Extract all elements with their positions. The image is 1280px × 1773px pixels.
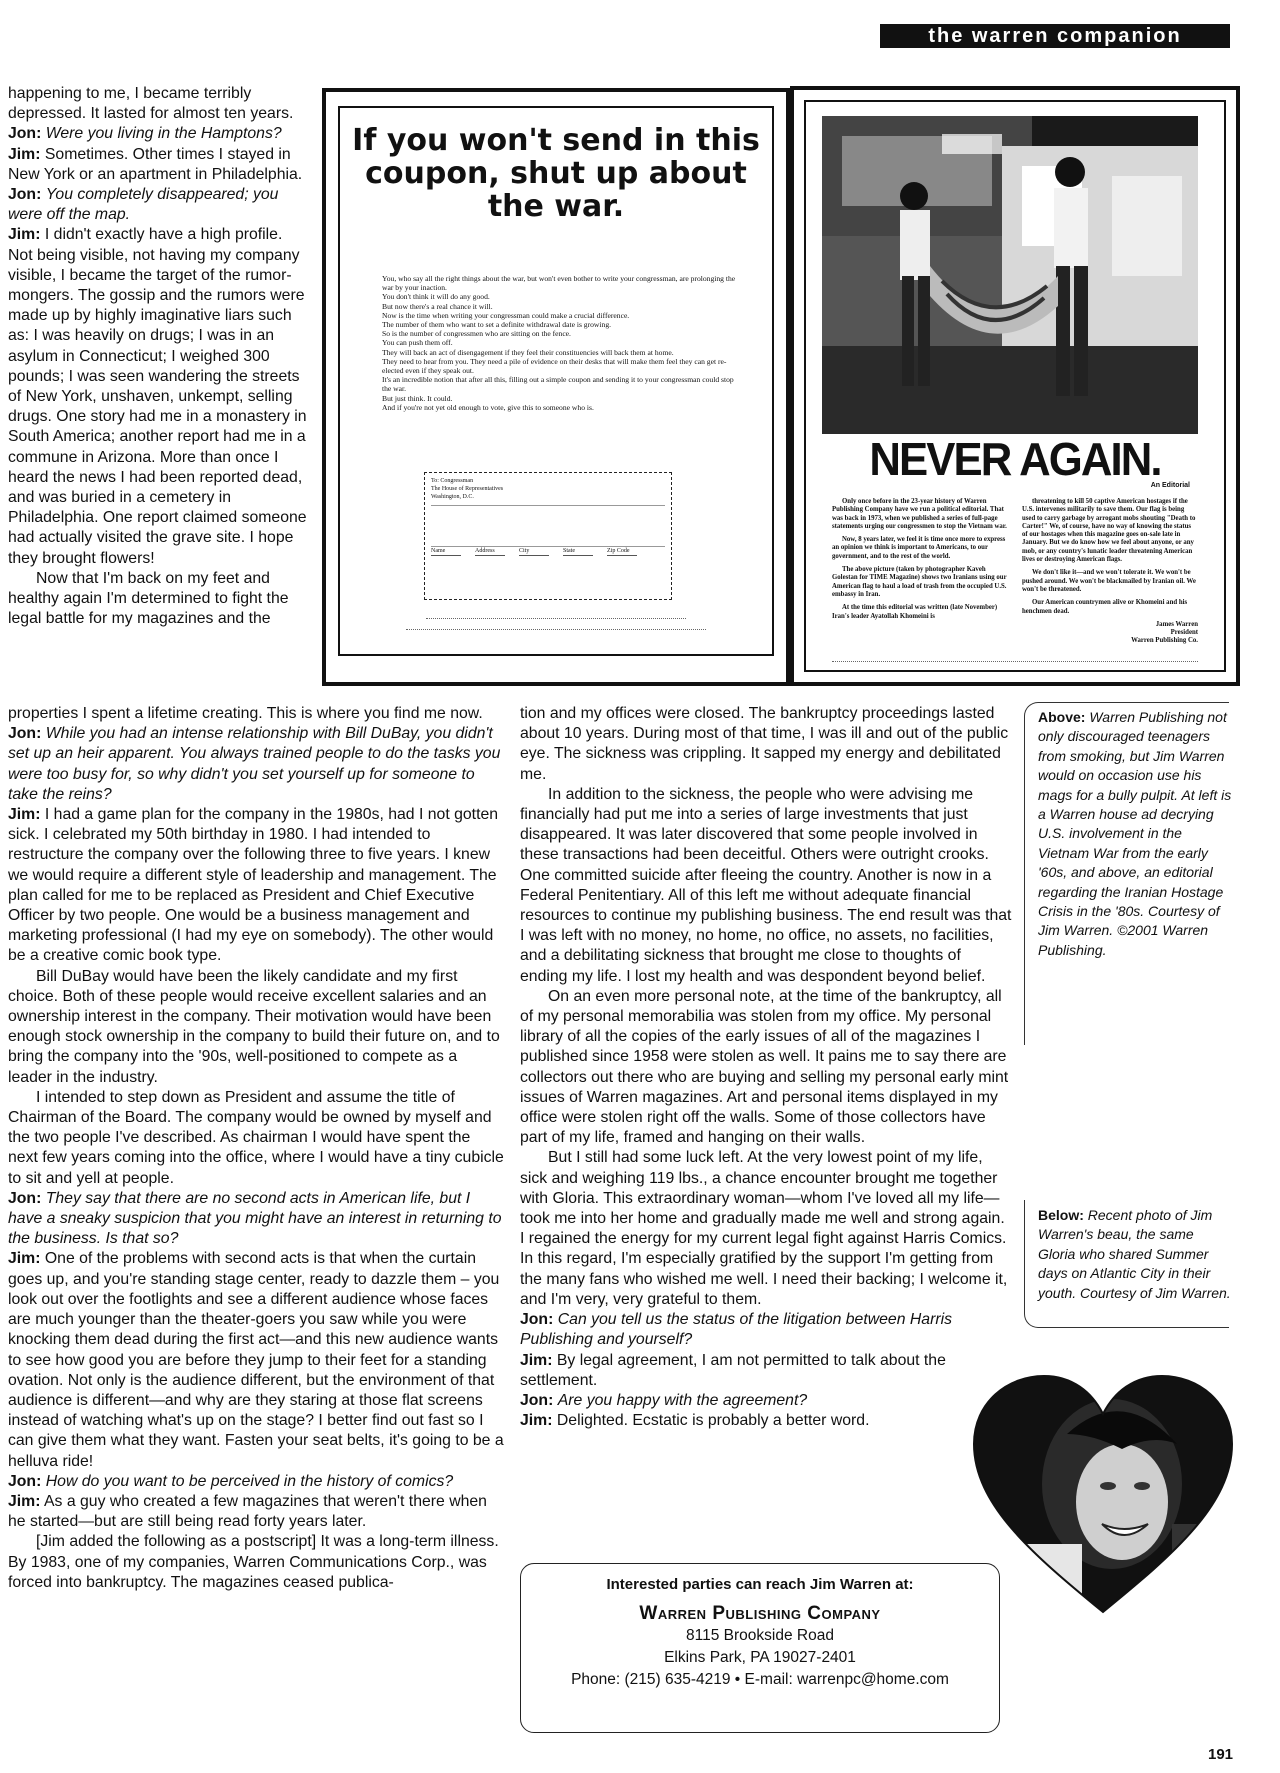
- contact-address-2: Elkins Park, PA 19027-2401: [664, 1649, 856, 1666]
- paragraph: [520, 1310, 1012, 1350]
- paragraph-text: I intended to step down as President and assume the title of Chairman of the Board. The company would be owned by myself and the two people I've described. As chairman I would have spent the next few years coming into the office, where I would have a tiny cubicle to sit and yell at people.: [8, 1088, 504, 1187]
- caption-label: Below:: [1038, 1207, 1084, 1223]
- speaker-label: Jon:: [8, 725, 42, 743]
- ad-body-line: But now there's a real chance it will.: [382, 301, 493, 311]
- ad-body-line: They need to hear from you. They need a pile of evidence on their desks that will make them feel they can get re-elected even if they speak out.: [382, 356, 727, 376]
- editorial-paragraph: The above picture (taken by photographer Kaveh Golestan for TIME Magazine) shows two Iranians using our American flag to haul a load of trash from the occupied U.S. embassy in Iran.: [832, 566, 1007, 598]
- article-column-1-top: [8, 84, 308, 629]
- speaker-label: Jim:: [8, 145, 41, 163]
- paragraph: [8, 225, 308, 568]
- contact-intro: Interested parties can reach Jim Warren at:: [606, 1576, 914, 1593]
- article-column-1-bottom: [8, 704, 504, 1593]
- ad-body-line: And if you're not yet old enough to vote, give this to someone who is.: [382, 402, 594, 412]
- vietnam-war-coupon-ad: [322, 88, 790, 686]
- paragraph: [8, 704, 504, 724]
- paragraph-text: How do you want to be perceived in the history of comics?: [45, 1472, 454, 1490]
- speaker-label: Jim:: [520, 1412, 553, 1430]
- paragraph-text: properties I spent a lifetime creating. This is where you find me now.: [8, 705, 483, 722]
- coupon-field: Address: [475, 547, 505, 556]
- speaker-label: Jim:: [8, 1492, 41, 1510]
- paragraph: [8, 84, 308, 124]
- paragraph-text: I had a game plan for the company in the 1980s, had I not gotten sick. I celebrated my 50th birthday in 1980. I had intended to restructure the company over the following three to five years. I knew we would require a different style of leadership and management. The plan called for me to be replaced as President and Chief Executive Officer by two people. One would be a business management and marketing professional (I had my eye on somebody). The other would be a creative comic book type.: [8, 806, 499, 965]
- coupon-field: City: [519, 547, 549, 556]
- editorial-column-b: [1022, 498, 1198, 646]
- caption-above: [1038, 708, 1234, 960]
- paragraph: [520, 785, 1012, 987]
- coupon-fields: [431, 547, 665, 556]
- ad-body-line: You, who say all the right things about the war, but won't even bother to write your congressman, are prolonging the war by your inaction.: [382, 274, 736, 293]
- paragraph-text: In addition to the sickness, the people who were advising me financially had put me into a series of large investments that just disappeared. It was later discovered that some people involved in these transactions had been deceitful. Others were outright crooks. One committed suicide after fleeing the country. Another is now in a Federal Penitentiary. All of this left me without adequate financial resources to continue my publishing business. The end result was that I was left with no money, no home, no office, no assets, no facilities, and a debilitating sickness that brought me close to thoughts of ending my life. I lost my health and was despondent beyond belief.: [520, 785, 1012, 985]
- editorial-paragraph: Now, 8 years later, we feel it is time once more to express an opinion we think is important to Americans, to our government, and to the rest of the world.: [832, 536, 1006, 560]
- coupon-city: Washington, D.C.: [431, 494, 474, 500]
- ad-body-line: Now is the time when writing your congressman could make a crucial difference.: [382, 310, 630, 320]
- caption-text: Warren Publishing not only discouraged teenagers from smoking, but Jim Warren would on occasion use his mags for a bully pulpit. At left is a Warren house ad decrying U.S. involvement in the Vietnam War from the early '60s, and above, an editorial regarding the Iranian Hostage Crisis in the '80s. Courtesy of Jim Warren. ©2001 Warren Publishing.: [1038, 709, 1232, 958]
- ad-body-line: But just think. It could.: [382, 393, 453, 403]
- paragraph-text: Bill DuBay would have been the likely candidate and my first choice. Both of these people would receive excellent salaries and an ownership interest in the company. Their motivation would have been enough stock ownership in the company to build their future on, and to bring the company into the '90s, well-positioned to compete as a leader in the industry.: [8, 967, 500, 1086]
- paragraph: [8, 1189, 504, 1250]
- signature-company: Warren Publishing Co.: [1131, 637, 1198, 645]
- ad-headline: If you won't send in this coupon, shut up about the war.: [352, 123, 760, 224]
- signature-name: James Warren: [1155, 620, 1198, 628]
- ad-headline: NEVER AGAIN.: [869, 433, 1161, 485]
- paragraph: [520, 704, 1012, 785]
- congressman-coupon: [424, 472, 672, 600]
- speaker-label: Jon:: [8, 186, 42, 204]
- speaker-label: Jon:: [8, 1472, 42, 1490]
- paragraph-text: [Jim added the following as a postscript] It was a long-term illness. By 1983, one of my companies, Warren Communications Corp., was forced into bankruptcy. The magazines ceased publica-: [8, 1533, 499, 1591]
- paragraph: [8, 185, 308, 225]
- coupon-message-lines: [431, 505, 665, 547]
- speaker-label: Jim:: [520, 1351, 553, 1369]
- editorial-column-a: [832, 498, 1008, 646]
- ad-body-line: The number of them who want to set a definite withdrawal date is growing.: [382, 320, 612, 330]
- paragraph-text: happening to me, I became terribly depressed. It lasted for almost ten years.: [8, 85, 294, 123]
- speaker-label: Jim:: [8, 1250, 41, 1268]
- paragraph: [520, 1351, 1012, 1391]
- speaker-label: Jon:: [8, 125, 42, 143]
- paragraph-text: While you had an intense relationship with Bill DuBay, you didn't set up an heir apparent. You always trained people to do the tasks you were too busy for, so why didn't you set yourself up for someone to take the reins?: [8, 725, 501, 803]
- paragraph: [8, 124, 308, 144]
- ad-body-line: It's an incredible notion that after all this, filling out a simple coupon and sending it to your congressman could stop the war.: [382, 375, 734, 394]
- ad-body-line: You don't think it will do any good.: [382, 292, 490, 302]
- ad-subheadline: An Editorial: [1150, 482, 1190, 489]
- contact-box: [520, 1563, 1000, 1733]
- gloria-heart-photo: [972, 1374, 1234, 1616]
- paragraph: [8, 1472, 504, 1492]
- paragraph-text: Sometimes. Other times I stayed in New York or an apartment in Philadelphia.: [8, 145, 303, 183]
- caption-label: Above:: [1038, 709, 1086, 725]
- contact-company: Warren Publishing Company: [639, 1603, 881, 1624]
- ad-body-line: So is the number of congressmen who are sitting on the fence.: [382, 329, 571, 339]
- paragraph: [520, 1411, 1012, 1431]
- editorial-paragraph: Only once before in the 23-year history of Warren Publishing Company have we run a political editorial. That was back in 1973, when we published a series of full-page statements urging our congressmen to stop the Vietnam war.: [832, 498, 1007, 530]
- coupon-field: Name: [431, 547, 461, 556]
- coupon-to: To: Congressman: [431, 478, 474, 484]
- speaker-label: Jim:: [8, 806, 41, 824]
- coupon-field: State: [563, 547, 593, 556]
- ad-body-text: [382, 274, 742, 412]
- ad-fine-print: [366, 612, 746, 630]
- paragraph-text: Now that I'm back on my feet and healthy again I'm determined to fight the legal battle for my magazines and the: [8, 569, 289, 628]
- paragraph: [520, 1148, 1012, 1310]
- speaker-label: Jon:: [520, 1311, 554, 1329]
- paragraph: [520, 1391, 1012, 1411]
- paragraph: [8, 967, 504, 1088]
- paragraph: [8, 1532, 504, 1593]
- signature-title: President: [1170, 629, 1198, 637]
- editorial-paragraph: We don't like it—and we won't tolerate it. We won't be pushed around. We won't be blackmailed by Iranian oil. We won't be threatened.: [1022, 569, 1196, 593]
- editorial-paragraph: At the time this editorial was written (late November) Iran's leader Ayatollah Khomeini is: [832, 604, 998, 620]
- paragraph-text: You completely disappeared; you were off the map.: [8, 186, 279, 224]
- paragraph: [8, 145, 308, 185]
- never-again-editorial-ad: [790, 86, 1240, 686]
- paragraph-text: As a guy who created a few magazines that weren't there when he started—but are still being read forty years later.: [8, 1492, 487, 1531]
- paragraph: [8, 724, 504, 805]
- paragraph: [8, 805, 504, 967]
- paragraph-text: One of the problems with second acts is that when the curtain goes up, and you're standing stage center, ready to dazzle them – you look out over the footlights and see a different audience whose faces are much younger than the theater-goers you saw while you were knocking them dead during the first act—and this new audience wants to see how good you are before they jump to their feet for a standing ovation. Not only is the audience different, but the environment of that audience is different—and why are they staring at those flat screens instead of watching what's up on the stage? I better find out fast so I can give them what they want. Fasten your seat belts, it's going to be a helluva ride!: [8, 1250, 504, 1470]
- paragraph-text: They say that there are no second acts in American life, but I have a sneaky suspicion that you might have an interest in returning to the business. Is that so?: [8, 1189, 502, 1248]
- paragraph-text: Can you tell us the status of the litigation between Harris Publishing and yourself?: [520, 1311, 953, 1349]
- paragraph-text: Are you happy with the agreement?: [557, 1391, 808, 1409]
- editorial-paragraph: threatening to kill 50 captive American hostages if the U.S. intervenes militarily to save them. Our flag is being used to carry garbage by arrogant mobs shouting "Death to Carter!" We, of course, have no way of knowing the status of our hostages when this magazine goes on-sale late in January. But we do know how we feel about anyone, or any mob, or any country's lunatic leader threatening American lives or destroying American flags.: [1022, 498, 1196, 564]
- paragraph-text: By legal agreement, I am not permitted to talk about the settlement.: [520, 1351, 946, 1389]
- contact-address-1: 8115 Brookside Road: [686, 1627, 834, 1644]
- paragraph: [8, 1249, 504, 1471]
- paragraph: [520, 987, 1012, 1149]
- editorial-columns: [832, 498, 1198, 646]
- speaker-label: Jon:: [520, 1391, 554, 1409]
- speaker-label: Jim:: [8, 226, 41, 244]
- paragraph-text: On an even more personal note, at the time of the bankruptcy, all of my personal memorabilia was stolen from my office. My personal library of all the copies of the early issues of all of the magazines I published since 1958 were stolen as well. It pains me to say there are collectors out there who are buying and selling my personal early mint issues of Warren magazines. Art and personal items displayed in my office were stolen right off the walls. Some of those collectors have part of my life, framed and hanging on their walls.: [520, 987, 1009, 1147]
- ad-body-line: They will back an act of disengagement if they feel their constituencies will back them at home.: [382, 347, 674, 357]
- paragraph-text: I didn't exactly have a high profile. Not being visible, not having my company visible, I became the target of the rumor-mongers. The gossip and the rumors were made up by highly imaginative liars such as: I was heavily on drugs; I was in an asylum in Connecticut; I weighed 300 pounds; I was seen wandering the streets of New York, unshaven, unkempt, selling drugs. One story had me in a monastery in South America; another report had me in a commune in Arizona. More than once I heard the news I had been reported dead, and was buried in a cemetery in Philadelphia. One report claimed someone had actually visited the grave site. I hope they brought flowers!: [8, 226, 307, 567]
- contact-phone-email: Phone: (215) 635-4219 • E-mail: warrenpc@home.com: [571, 1671, 949, 1688]
- page-number: 191: [1208, 1746, 1234, 1763]
- paragraph: [8, 569, 308, 630]
- ad-fine-print: [822, 657, 1208, 662]
- paragraph-text: But I still had some luck left. At the very lowest point of my life, sick and weighing 119 lbs., a chance encounter brought me together with Gloria. This extraordinary woman—whom I've loved all my life—took me into her home and gradually made me well and strong again. I regained the energy for my current legal fight against Harris Comics. In this regard, I'm especially gratified by the support I'm getting from the many fans who wished me well. I need their backing; I welcome it, and I'm very, very grateful to them.: [520, 1149, 1008, 1308]
- paragraph: [8, 1492, 504, 1532]
- coupon-house: The House of Representatives: [431, 486, 504, 492]
- paragraph-text: Delighted. Ecstatic is probably a better word.: [556, 1412, 870, 1430]
- editorial-paragraph: Our American countrymen alive or Khomeini and his henchmen dead.: [1022, 599, 1188, 615]
- article-column-2: [520, 704, 1012, 1431]
- running-header: the warren companion: [880, 24, 1230, 48]
- caption-below: [1038, 1206, 1234, 1303]
- ad-body-line: You can push them off.: [382, 338, 453, 348]
- speaker-label: Jon:: [8, 1189, 42, 1207]
- paragraph: [8, 1088, 504, 1189]
- caption-text: Recent photo of Jim Warren's beau, the same Gloria who shared Summer days on Atlantic City in their youth. Courtesy of Jim Warren.: [1038, 1207, 1231, 1301]
- paragraph-text: tion and my offices were closed. The bankruptcy proceedings lasted about 10 years. During most of that time, I was ill and out of the public eye. The sickness was crippling. It sapped my energy and debilitated me.: [520, 705, 1009, 783]
- coupon-field: Zip Code: [607, 547, 637, 556]
- paragraph-text: Were you living in the Hamptons?: [45, 125, 282, 143]
- iranian-flag-photo: [822, 116, 1198, 434]
